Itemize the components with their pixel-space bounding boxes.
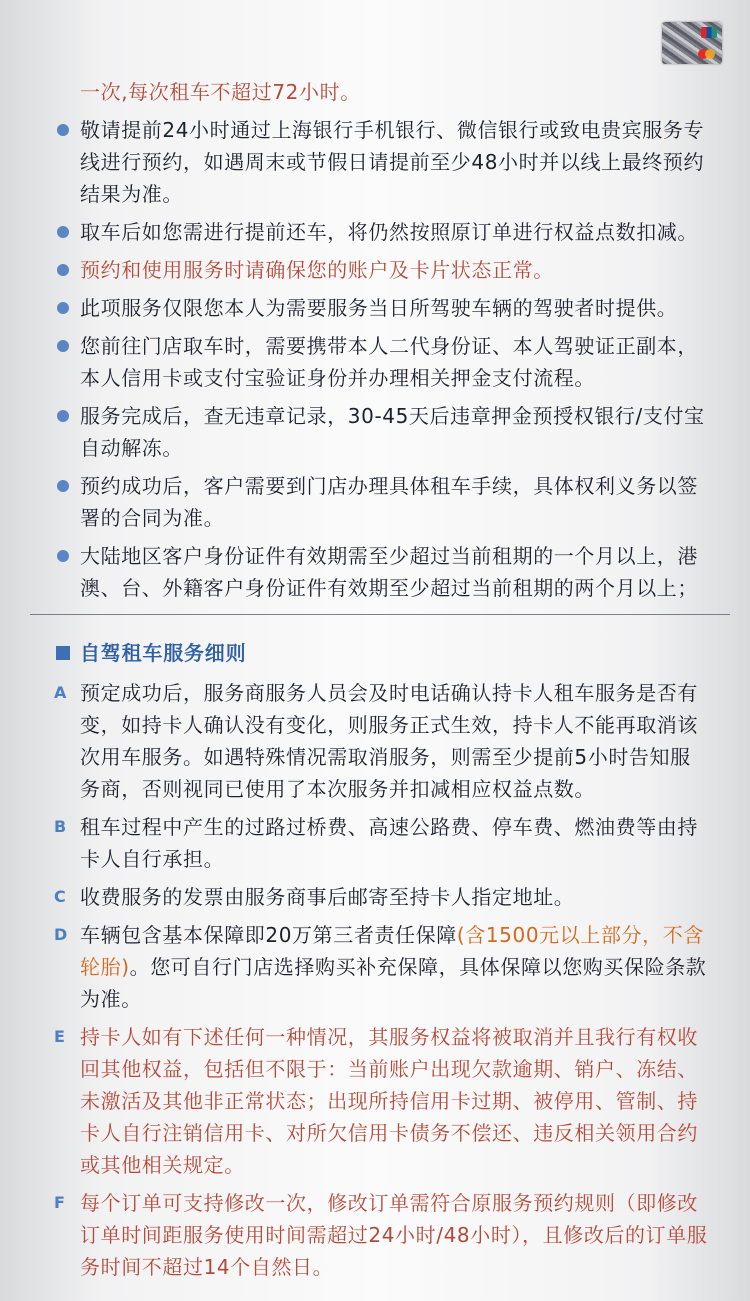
continuation-text: 一次,每次租车不超过72小时。	[80, 80, 361, 104]
rule-letter: E	[54, 1027, 66, 1046]
bullet-text: 此项服务仅限您本人为需要服务当日所驾驶车辆的驾驶者时提供。	[80, 296, 678, 320]
rule-item-c	[50, 881, 710, 913]
service-notes-list	[50, 114, 710, 604]
rule-item-e	[50, 1021, 710, 1181]
section-title-text: 自驾租车服务细则	[80, 641, 247, 665]
rule-item-f	[50, 1187, 710, 1283]
bullet-dot-icon	[57, 410, 69, 422]
list-item	[50, 540, 710, 604]
bullet-dot-icon	[57, 124, 69, 136]
bullet-dot-icon	[57, 550, 69, 562]
list-item	[50, 470, 710, 534]
list-item	[50, 254, 710, 286]
bullet-text: 敬请提前24小时通过上海银行手机银行、微信银行或致电贵宾服务专线进行预约，如遇周末或节假日请提前至少48小时并以线上最终预约结果为准。	[80, 118, 705, 206]
bullet-text: 您前往门店取车时，需要携带本人二代身份证、本人驾驶证正副本，本人信用卡或支付宝验证身份并办理相关押金支付流程。	[80, 334, 698, 390]
rule-text: 预定成功后，服务商服务人员会及时电话确认持卡人租车服务是否有变，如持卡人确认没有变化，则服务正式生效，持卡人不能再取消该次用车服务。如遇特殊情况需取消服务，则需至少提前5小时告知服务商，否则视同已使用了本次服务并扣减相应权益点数。	[80, 681, 698, 801]
rule-item-b	[50, 811, 710, 875]
rule-letter: B	[54, 817, 67, 836]
rule-text: 收费服务的发票由服务商事后邮寄至持卡人指定地址。	[80, 885, 575, 909]
section-divider	[30, 614, 730, 615]
bullet-text: 预约成功后，客户需要到门店办理具体租车手续，具体权利义务以签署的合同为准。	[80, 474, 698, 530]
bullet-dot-icon	[57, 226, 69, 238]
rule-text: 租车过程中产生的过路过桥费、高速公路费、停车费、燃油费等由持卡人自行承担。	[80, 815, 698, 871]
mastercard-logo-icon	[698, 49, 716, 59]
list-item	[50, 292, 710, 324]
rule-letter: C	[54, 887, 67, 906]
terms-content	[50, 76, 710, 1283]
rule-letter: F	[54, 1193, 66, 1212]
rule-letter: D	[54, 925, 68, 944]
unionpay-logo-icon	[701, 27, 717, 38]
bullet-text: 取车后如您需进行提前还车，将仍然按照原订单进行权益点数扣减。	[80, 220, 698, 244]
rule-letter: A	[54, 683, 67, 702]
bullet-dot-icon	[57, 264, 69, 276]
list-item	[50, 114, 710, 210]
list-item	[50, 400, 710, 464]
rule-text: 每个订单可支持修改一次，修改订单需符合原服务预约规则（即修改订单时间距服务使用时间需超过24小时/48小时），且修改后的订单服务时间不超过14个自然日。	[80, 1191, 708, 1279]
bullet-text: 大陆地区客户身份证件有效期需至少超过当前租期的一个月以上，港澳、台、外籍客户身份证件有效期至少超过当前租期的两个月以上；	[80, 544, 698, 600]
bullet-text: 预约和使用服务时请确保您的账户及卡片状态正常。	[80, 258, 554, 282]
rule-text: 持卡人如有下述任何一种情况，其服务权益将被取消并且我行有权收回其他权益，包括但不限于：当前账户出现欠款逾期、销户、冻结、未激活及其他非正常状态；出现所持信用卡过期、被停用、管制、持卡人自行注销信用卡、对所欠信用卡债务不偿还、违反相关领用合约或其他相关规定。	[80, 1025, 698, 1177]
section-title	[50, 637, 710, 669]
rule-item-a	[50, 677, 710, 805]
list-item	[50, 216, 710, 248]
bullet-dot-icon	[57, 302, 69, 314]
bullet-text: 服务完成后，查无违章记录，30-45天后违章押金预授权银行/支付宝自动解冻。	[80, 404, 705, 460]
credit-card-thumbnail	[662, 22, 722, 64]
rental-rules-list	[50, 677, 710, 1283]
bullet-dot-icon	[57, 480, 69, 492]
bullet-dot-icon	[57, 340, 69, 352]
list-item	[50, 330, 710, 394]
square-bullet-icon	[56, 646, 70, 660]
rule-item-d	[50, 919, 710, 1015]
rule-text-highlight: (含1500元以上部分，不含轮胎)	[80, 923, 704, 979]
rule-text: 车辆包含基本保障即20万第三者责任保障	[80, 923, 457, 947]
rule-text: 。您可自行门店选择购买补充保障，具体保障以您购买保险条款为准。	[80, 955, 707, 1011]
